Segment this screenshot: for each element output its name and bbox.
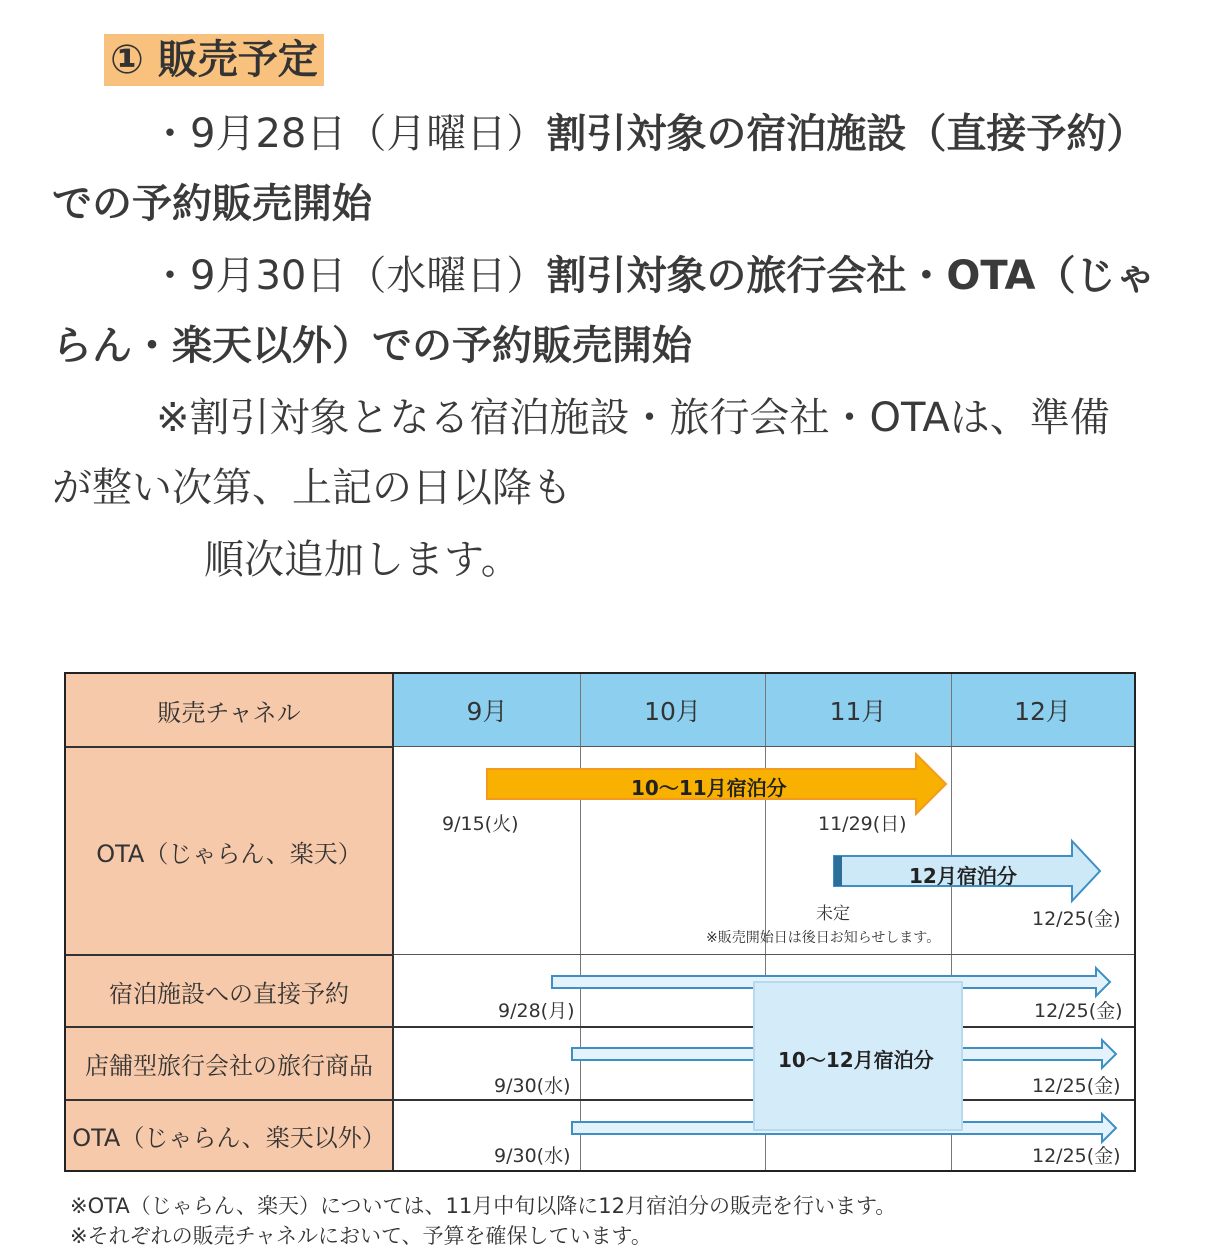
para3-line2: が整い次第、上記の日以降も	[52, 465, 572, 511]
direct-start-date: 9/28(月)	[498, 1000, 575, 1022]
month-header-11: 11月	[765, 674, 951, 746]
para3-line1: ※割引対象となる宿泊施設・旅行会社・OTAは、準備	[156, 395, 1110, 441]
dec-start-note: ※販売開始日は後日お知らせします。	[706, 930, 941, 946]
sales-schedule-table	[64, 672, 1136, 1172]
para1-date: ・9月28日（月曜日）	[150, 111, 547, 157]
para2-line1	[150, 252, 1156, 300]
footnote-1: ※OTA（じゃらん、楽天）については、11月中旬以降に12月宿泊分の販売を行います。	[70, 1194, 897, 1218]
ota-other-end-date: 12/25(金)	[1032, 1145, 1121, 1167]
month-header-10: 10月	[580, 674, 765, 746]
arrow-ota-dec-start-bar	[834, 856, 842, 886]
dec-start-tbd: 未定	[816, 904, 850, 924]
para1-line1	[150, 110, 1146, 158]
month-header-9: 9月	[394, 674, 580, 746]
shared-period-label: 10～12月宿泊分	[778, 1048, 934, 1072]
para1-text: 割引対象の宿泊施設（直接予約）	[546, 111, 1147, 157]
section-heading: ① 販売予定	[104, 34, 324, 86]
store-end-date: 12/25(金)	[1032, 1075, 1121, 1097]
row-label-ota: OTA（じゃらん、楽天）	[66, 746, 394, 954]
ota-start-date: 9/15(火)	[442, 813, 519, 835]
para2-line2: らん・楽天以外）での予約販売開始	[52, 323, 692, 369]
ota-other-start-date: 9/30(水)	[494, 1145, 571, 1167]
para1-line2: での予約販売開始	[52, 181, 372, 227]
store-start-date: 9/30(水)	[494, 1075, 571, 1097]
channel-header: 販売チャネル	[66, 674, 394, 746]
para2-date: ・9月30日（水曜日）	[150, 253, 547, 299]
row-label-ota-other: OTA（じゃらん、楽天以外）	[66, 1099, 394, 1170]
footnote-2: ※それぞれの販売チャネルにおいて、予算を確保しています。	[70, 1224, 652, 1248]
bar-label-oct-nov: 10～11月宿泊分	[631, 776, 787, 800]
ota-end-date: 11/29(日)	[818, 813, 907, 835]
row-label-store: 店舗型旅行会社の旅行商品	[66, 1026, 394, 1099]
direct-end-date: 12/25(金)	[1034, 1000, 1123, 1022]
dec-end-date: 12/25(金)	[1032, 908, 1121, 930]
month-header-12: 12月	[951, 674, 1134, 746]
bar-label-dec: 12月宿泊分	[909, 864, 1017, 888]
para3-line3: 順次追加します。	[204, 537, 521, 583]
schedule-arrows	[66, 674, 1134, 1170]
para2-text: 割引対象の旅行会社・OTA（じゃ	[546, 253, 1156, 299]
row-label-direct: 宿泊施設への直接予約	[66, 954, 394, 1026]
